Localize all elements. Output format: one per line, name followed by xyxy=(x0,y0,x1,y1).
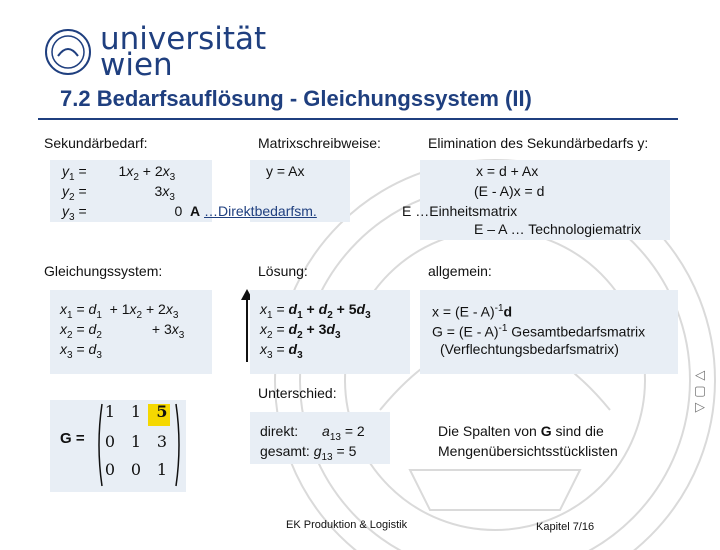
g-matrix xyxy=(96,400,178,488)
university-logo-icon xyxy=(44,28,92,76)
g-cell-3-1: 0 xyxy=(104,460,116,479)
g-cell-1-1: 1 xyxy=(104,402,116,421)
elim-line1: x = d + Ax xyxy=(476,163,539,179)
sys-eq1: $x_1 = d_1 + 1x_2 + 2x_3$ xyxy=(60,301,179,321)
gesamt-line: gesamt: $g_{13} = 5$ xyxy=(260,443,357,463)
sol-eq3: $x_3 = d_3$ xyxy=(260,341,303,361)
allg-line1: x = (E - A)$^{-1}$d xyxy=(432,303,513,320)
nav-previous-icon[interactable]: ◁ xyxy=(695,367,705,382)
nav-next-icon[interactable]: ▷ xyxy=(695,399,705,414)
heading-gleichungssystem: Gleichungssystem: xyxy=(44,263,163,279)
g-cell-3-3: 1 xyxy=(156,460,168,479)
note-line2: Mengenübersichtsstücklisten xyxy=(438,443,618,459)
eq-y2: $y_2 = 3x_3$ xyxy=(62,183,175,203)
allg-line3: (Verflechtungsbedarfsmatrix) xyxy=(440,341,619,357)
heading-elimination: Elimination des Sekundärbedarfs y: xyxy=(428,135,649,151)
note-line1: Die Spalten von G sind die xyxy=(438,423,604,439)
a-label: A …Direktbedarfsm. xyxy=(190,203,317,219)
sol-eq2: $x_2 = d_2 + 3d_3$ xyxy=(260,321,341,341)
g-cell-1-2: 1 xyxy=(130,402,142,421)
footer-page: Kapitel 7/16 xyxy=(536,521,595,533)
g-cell-2-2: 1 xyxy=(130,432,142,451)
elim-line3: E …Einheitsmatrix xyxy=(402,203,518,219)
allg-line2: G = (E - A)$^{-1}$ Gesamtbedarfsmatrix xyxy=(432,323,646,340)
elim-line2: (E - A)x = d xyxy=(474,183,545,199)
sol-eq1: $x_1 = d_1 + d_2 + 5d_3$ xyxy=(260,301,371,321)
direkt-line: direkt: $a_{13} = 2$ xyxy=(260,423,365,443)
eq-y3: $y_3 = 0$ xyxy=(62,203,183,223)
g-cell-2-3: 3 xyxy=(156,432,168,451)
heading-matrixschreibweise: Matrixschreibweise: xyxy=(258,135,381,151)
g-cell-3-2: 0 xyxy=(130,460,142,479)
logo-line1: universität xyxy=(100,21,267,57)
footer-course: EK Produktion & Logistik xyxy=(286,519,408,531)
g-label: G = xyxy=(60,430,85,447)
matrix-form: y = Ax xyxy=(266,163,305,179)
elim-line4: E – A … Technologiematrix xyxy=(474,221,642,237)
sys-eq2: $x_2 = d_2 + 3x_3$ xyxy=(60,321,185,341)
slide-title: 7.2 Bedarfsauflösung - Gleichungssystem (II) xyxy=(60,86,532,111)
heading-allgemein: allgemein: xyxy=(428,263,492,279)
logo-line2: wien xyxy=(100,47,173,83)
heading-unterschied: Unterschied: xyxy=(258,385,337,401)
title-rule xyxy=(38,118,678,120)
eq-y1: $y_1 = 1x_2 + 2x_3$ xyxy=(62,163,176,183)
sys-eq3: $x_3 = d_3$ xyxy=(60,341,102,361)
heading-loesung: Lösung: xyxy=(258,263,308,279)
heading-sekundaerbedarf: Sekundärbedarf: xyxy=(44,135,148,151)
g-cell-1-3: 5 xyxy=(156,402,168,421)
university-logo-text xyxy=(100,21,267,83)
nav-menu-icon[interactable]: ▢ xyxy=(693,383,707,398)
g-cell-2-1: 0 xyxy=(104,432,116,451)
